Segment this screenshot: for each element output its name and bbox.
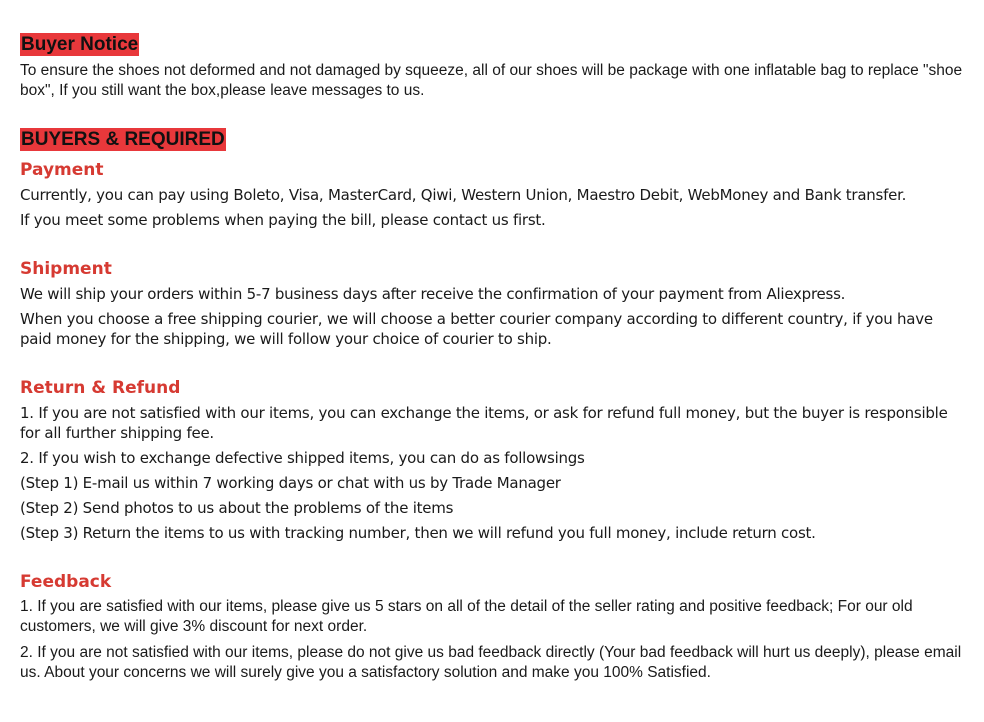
refund-line: (Step 1) E-mail us within 7 working days or chat with us by Trade Manager bbox=[20, 474, 561, 492]
buyer-notice-section bbox=[20, 33, 965, 101]
return-refund-section bbox=[20, 377, 965, 543]
payment-line: If you meet some problems when paying the bill, please contact us first. bbox=[20, 211, 546, 229]
refund-line: 2. If you wish to exchange defective shipped items, you can do as followsings bbox=[20, 449, 585, 467]
refund-line: (Step 2) Send photos to us about the problems of the items bbox=[20, 499, 454, 517]
feedback-heading: Feedback bbox=[20, 572, 112, 592]
buyer-notice-title: Buyer Notice bbox=[21, 34, 139, 55]
buyers-required-title: BUYERS & REQUIRED bbox=[21, 129, 225, 150]
payment-heading: Payment bbox=[20, 160, 104, 180]
refund-line: (Step 3) Return the items to us with tracking number, then we will refund you full money, include return cost. bbox=[20, 524, 816, 542]
refund-line: 1. If you are not satisfied with our items, you can exchange the items, or ask for refund full money, but the buyer is responsible for all further shipping fee. bbox=[20, 404, 948, 442]
return-refund-heading: Return & Refund bbox=[20, 378, 181, 398]
shipment-section bbox=[20, 258, 965, 349]
feedback-section bbox=[20, 571, 965, 683]
payment-section bbox=[20, 159, 965, 230]
buyers-required-section bbox=[20, 128, 965, 151]
shipment-line: We will ship your orders within 5-7 business days after receive the confirmation of your payment from Aliexpress. bbox=[20, 285, 846, 303]
buyer-notice-text: To ensure the shoes not deformed and not damaged by squeeze, all of our shoes will be package with one inflatable bag to replace "shoe box", If you still want the box,please leave messages to us. bbox=[20, 62, 963, 99]
shipment-heading: Shipment bbox=[20, 259, 112, 279]
payment-line: Currently, you can pay using Boleto, Visa, MasterCard, Qiwi, Western Union, Maestro Debit, WebMoney and Bank transfer. bbox=[20, 186, 907, 204]
feedback-line: 2. If you are not satisfied with our items, please do not give us bad feedback directly (Your bad feedback will hurt us deeply), please email us. About your concerns we will surely give you a satisfactory solution and make you 100% Satisfied. bbox=[20, 644, 962, 681]
shipment-line: When you choose a free shipping courier, we will choose a better courier company according to different country, if you have paid money for the shipping, we will follow your choice of courier to ship. bbox=[20, 310, 933, 348]
feedback-line: 1. If you are satisfied with our items, please give us 5 stars on all of the detail of the seller rating and positive feedback; For our old customers, we will give 3% discount for next order. bbox=[20, 598, 913, 635]
